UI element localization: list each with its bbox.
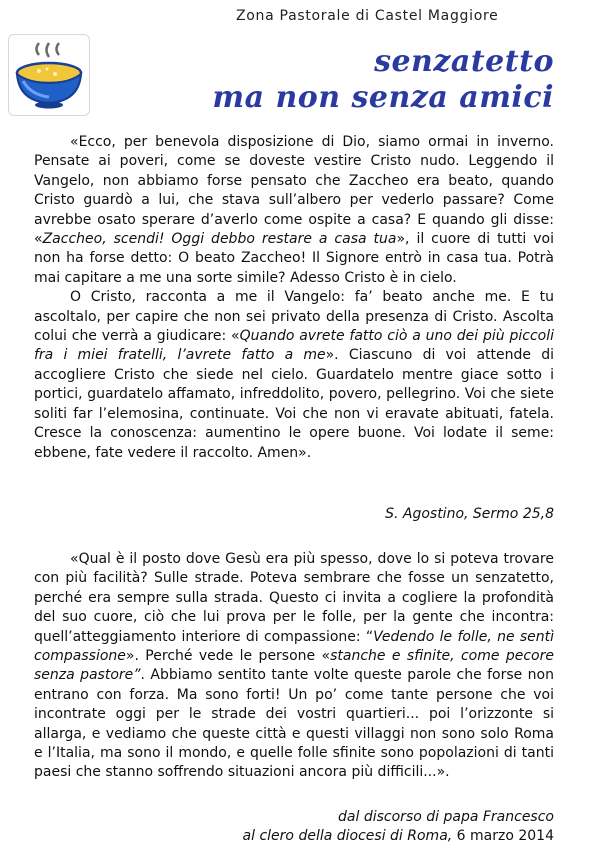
text-run: ». Perché vede le persone « — [125, 648, 331, 665]
text-run: ». Ciascuno di voi attende di accogliere Cristo che siede nel cielo. Guardatelo mentre giace sotto i portici, guardatelo affamato, infreddolito, povero, pellegrino. Voi che siete soliti far l’elemosina, continuate. Voi che non vi eravate abituati, fatela. Cresce la conoscenza: aumentino le opere buone. Voi lodate il seme: ebbene, fate vedere il raccolto. Amen». — [34, 347, 554, 461]
paragraph — [34, 288, 554, 463]
zone-header: Zona Pastorale di Castel Maggiore — [236, 8, 499, 24]
quote-italic: Vedendo le folle, ne sentì compassione — [34, 628, 555, 665]
text-run: . Abbiamo sentito tante volte queste parole che forse non entrano con forza. Ma sono forti! Un po’ come tante persone che voi incontrate oggi per le strade dei vostri quartieri... poi l’orizzonte si allarga, e vediamo che queste città e questi villaggi non sono solo Roma e l’Italia, ma sono il mondo, e quelle folle sfinite sono popolazioni di tanti paesi che stanno soffrendo situazioni ancora più difficili...». — [34, 667, 554, 781]
citation-date: 6 marzo 2014 — [452, 828, 554, 845]
passage-augustine — [34, 133, 554, 463]
quote-italic: Quando avrete fatto ciò a uno dei più piccoli fra i miei fratelli, l’avrete fatto a me — [34, 328, 555, 364]
text-run: O Cristo, racconta a me il Vangelo: fa’ beato anche me. E tu ascoltalo, per capire che non sei privato della presenza di Cristo. Ascolta colui che verrà a giudicare: « — [34, 289, 554, 345]
paragraph — [34, 550, 554, 783]
soup-bowl-icon — [8, 34, 90, 116]
title-line-2: ma non senza amici — [212, 80, 554, 115]
paragraph — [34, 133, 554, 288]
citation-source: al clero della diocesi di Roma, — [242, 828, 453, 845]
citation-augustine: S. Agostino, Sermo 25,8 — [385, 506, 554, 522]
text-run: », il cuore di tutti voi non ha forse detto: O beato Zaccheo! Il Signore entrò in casa tua. Potrà mai capitare a me una sorte simile? Adesso Cristo è in cielo. — [34, 231, 554, 286]
title-line-1: senzatetto — [374, 44, 554, 79]
quote-italic: Zaccheo, scendi! Oggi debbo restare a casa tua — [42, 231, 397, 248]
citation-line-1: dal discorso di papa Francesco — [338, 809, 554, 825]
quote-italic: stanche e sfinite, come pecore senza pastore” — [34, 648, 554, 684]
passage-francis — [34, 550, 554, 783]
citation-francis — [243, 808, 554, 847]
text-run: «Ecco, per benevola disposizione di Dio, siamo ormai in inverno. Pensate ai poveri, come se doveste vestire Cristo nudo. Leggendo il Vangelo, non abbiamo forse pensato che Zaccheo era beato, quando Cristo guardò a lui, che stava sull’albero per vederlo passare? Come avrebbe osato sperare d’averlo come ospite a casa? E quando gli disse: « — [34, 134, 554, 248]
citation-line-2 — [243, 827, 554, 846]
text-run: «Qual è il posto dove Gesù era più spesso, dove lo si poteva trovare con più facilità? Sulle strade. Poteva sembrare che fosse un senzatetto, perché era sempre sulla strada. Questo ci invita a cogliere la profondità del suo cuore, ciò che lui prova per le folle, per la gente che incontra: quell’atteggiamento interiore di compassione: “ — [34, 551, 554, 645]
